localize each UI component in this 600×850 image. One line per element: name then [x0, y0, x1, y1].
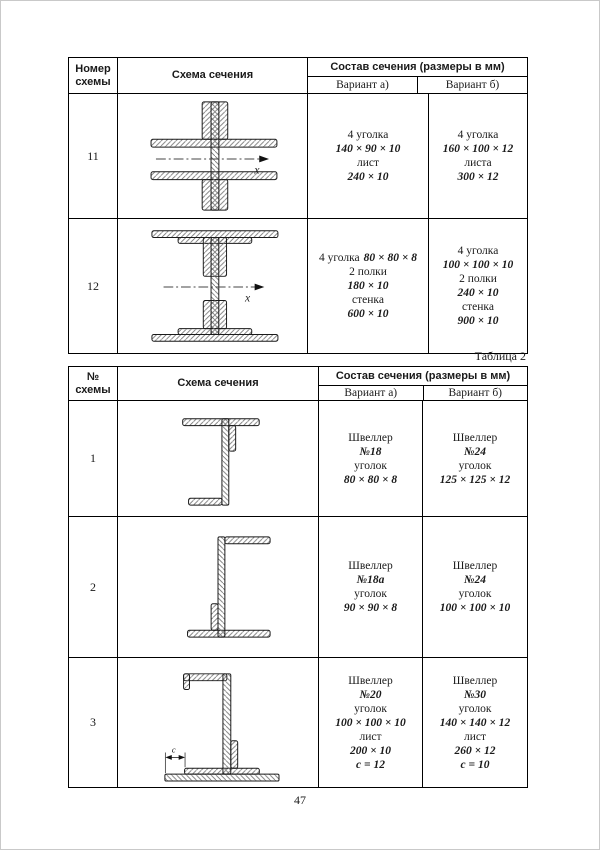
composition-line: с = 10	[460, 758, 490, 771]
composition-line: Швеллер	[452, 560, 498, 572]
scheme-diagram-cell	[118, 401, 319, 516]
table-row	[69, 218, 527, 353]
composition-line: уголок	[354, 702, 387, 715]
header-composition-group	[308, 58, 527, 93]
composition-line: 240 × 10	[347, 171, 389, 183]
variant-a-cell	[308, 219, 429, 353]
composition-line: уголок	[458, 588, 492, 600]
section-diagram-3	[126, 662, 311, 784]
variant-b-cell	[423, 401, 527, 516]
scheme-diagram-cell	[118, 94, 308, 218]
composition-line	[319, 251, 417, 265]
variant-a-cell	[319, 401, 423, 516]
composition-line: стенка	[462, 301, 494, 313]
header-composition-group	[319, 367, 527, 400]
composition-line: Швеллер	[348, 560, 393, 572]
composition-line: 4 уголка	[457, 245, 499, 257]
composition-line: 600 × 10	[347, 308, 389, 320]
composition-line: 100 × 100 × 10	[442, 259, 514, 271]
composition-line: лист	[463, 730, 487, 743]
composition-dimension: 80 × 80 × 8	[363, 252, 418, 264]
x-axis-label: x	[254, 162, 260, 177]
table2-caption: Таблица 2	[474, 349, 526, 363]
dimension-extension-lines	[165, 752, 185, 773]
composition-line: 125 × 125 × 12	[439, 473, 511, 486]
composition-line: Швеллер	[348, 431, 393, 444]
dimension-c-label: c	[171, 744, 176, 755]
scheme-number-cell: 1	[69, 401, 118, 516]
composition-text: 4 уголка	[318, 252, 360, 264]
composition-line: №24	[463, 574, 487, 586]
variant-a-cell	[319, 517, 423, 657]
section-diagram-2	[138, 529, 298, 645]
composition-line: 80 × 80 × 8	[343, 473, 398, 486]
composition-line: Швеллер	[452, 674, 498, 687]
header-line: схемы	[75, 75, 111, 88]
scheme-diagram-cell	[118, 219, 308, 353]
variant-b-cell	[429, 94, 527, 218]
table-row	[69, 657, 527, 787]
composition-line: 4 уголка	[347, 129, 389, 141]
scheme-diagram-cell	[118, 658, 319, 787]
header-line: Номер	[75, 62, 111, 75]
table-2	[68, 366, 528, 788]
composition-line: 2 полки	[459, 273, 497, 285]
composition-line: Швеллер	[452, 431, 498, 444]
header-variant-a: Вариант а)	[319, 386, 424, 401]
variant-b-cell	[423, 517, 527, 657]
composition-line: 2 полки	[349, 266, 387, 278]
dimension-arrow-left	[165, 754, 171, 759]
composition-line: 100 × 100 × 10	[439, 602, 511, 614]
composition-line: №30	[463, 688, 487, 701]
scheme-number-cell: 3	[69, 658, 118, 787]
section-diagram-12	[120, 223, 305, 349]
composition-line: 260 × 12	[454, 744, 496, 757]
table-1	[68, 57, 528, 354]
header-line: №	[86, 370, 100, 383]
composition-line: 90 × 90 × 8	[343, 602, 398, 614]
composition-line: №20	[359, 688, 382, 701]
composition-line: 160 × 100 × 12	[442, 143, 514, 155]
composition-line: 300 × 12	[457, 171, 499, 183]
header-variant-b: Вариант б)	[448, 387, 503, 399]
x-axis-label: x	[244, 291, 251, 305]
x-axis-arrow	[255, 284, 265, 291]
composition-line: №18	[359, 445, 382, 458]
variant-a-cell	[319, 658, 423, 787]
header-line: схемы	[75, 383, 111, 396]
dimension-arrow-right	[178, 754, 184, 759]
scheme-number-cell: 2	[69, 517, 118, 657]
page-number: 47	[294, 793, 306, 807]
header-composition: Состав сечения (размеры в мм)	[308, 58, 527, 77]
header-scheme-diagram	[118, 367, 319, 400]
composition-line: уголок	[354, 459, 387, 472]
table-1-header-row	[69, 58, 527, 93]
composition-line: уголок	[458, 459, 492, 472]
composition-line: 100 × 100 × 10	[335, 716, 406, 729]
header-variant-a: Вариант а)	[308, 77, 418, 93]
composition-line: 180 × 10	[347, 280, 389, 292]
header-scheme-number	[69, 58, 118, 93]
composition-line: 140 × 140 × 12	[439, 716, 511, 729]
table-2-header-row	[69, 367, 527, 400]
composition-line: №18а	[356, 574, 385, 586]
x-axis-arrow	[259, 156, 269, 163]
composition-line: 240 × 10	[457, 287, 499, 299]
header-line: Схема сечения	[171, 69, 254, 81]
composition-line: 200 × 10	[349, 744, 392, 757]
variant-b-cell	[429, 219, 527, 353]
variant-a-cell	[308, 94, 429, 218]
composition-line: листа	[464, 157, 492, 169]
table-row	[69, 400, 527, 516]
composition-line: 140 × 90 × 10	[335, 143, 401, 155]
composition-line: 900 × 10	[457, 315, 499, 327]
header-composition: Состав сечения (размеры в мм)	[319, 367, 527, 386]
header-scheme-number	[69, 367, 118, 400]
composition-line: стенка	[352, 294, 384, 306]
composition-line: №24	[463, 445, 487, 458]
composition-line: уголок	[458, 702, 492, 715]
variant-b-cell	[423, 658, 527, 787]
header-scheme-diagram	[118, 58, 308, 93]
table-row	[69, 516, 527, 657]
table-row	[69, 93, 527, 218]
scheme-number-cell: 11	[69, 94, 118, 218]
composition-line: лист	[359, 730, 382, 743]
section-diagram-1	[138, 407, 298, 511]
composition-line: Швеллер	[348, 674, 393, 687]
composition-line: уголок	[354, 588, 387, 600]
header-line: Схема сечения	[177, 377, 259, 389]
section-diagram-11	[120, 97, 305, 215]
scheme-diagram-cell	[118, 517, 319, 657]
header-variant-b: Вариант б)	[445, 78, 500, 91]
composition-line: 4 уголка	[457, 129, 499, 141]
composition-line: лист	[356, 157, 380, 169]
composition-line: с = 12	[356, 758, 385, 771]
scheme-number-cell: 12	[69, 219, 118, 353]
